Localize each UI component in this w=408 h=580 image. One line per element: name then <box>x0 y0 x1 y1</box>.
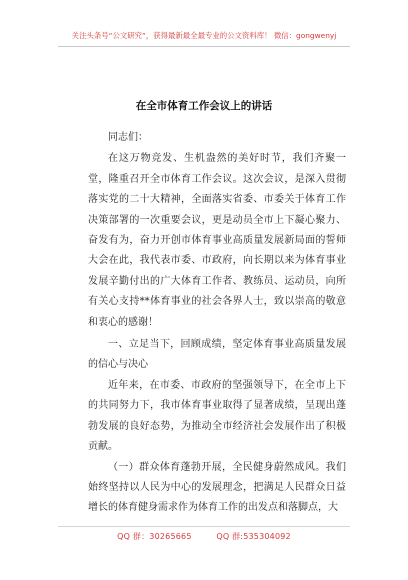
paragraph-mass-sports: （一）群众体育蓬勃开展，全民健身蔚然成风。我们始终坚持以人民为中心的发展理念，把满足人民群众日益增长的体育健身需求作为体育工作的出发点和落脚点，大 <box>88 461 346 514</box>
document-title: 在全市体育工作会议上的讲话 <box>135 100 273 112</box>
section-heading-1: 一、立足当下，回顾成绩，坚定体育事业高质量发展的信心与决心 <box>88 339 346 371</box>
document-body <box>88 128 346 519</box>
footer-qq-group-2: QQ 群:535304092 <box>216 532 291 541</box>
footer-contact <box>0 531 408 542</box>
paragraph-achievements: 近年来，在市委、市政府的坚强领导下，在全市上下的共同努力下，我市体育事业取得了显著成绩，呈现出蓬勃发展的良好态势，为推动全市经济社会发展作出了积极贡献。 <box>88 379 346 453</box>
header-promo-text: 关注头条号“公文研究”，获得最新最全最专业的公文资料库！ 微信：gongwenyj <box>71 31 337 40</box>
header-divider <box>58 46 350 47</box>
footer-divider <box>58 526 350 527</box>
footer-qq-group-1: QQ 群：30265665 <box>117 532 192 541</box>
paragraph-opening: 在这万物竞发、生机盎然的美好时节，我们齐聚一堂，隆重召开全市体育工作会议。这次会议，是深入贯彻落实党的二十大精神，全面落实省委、市委关于体育工作决策部署的一次重要会议，更是动员全市上下凝心聚力、奋发有为，奋力开创市体育事业高质量发展新局面的誓师大会在此，我代表市委、市政府，向长期以来为体育事业发展辛勤付出的广大体育工作者、教练员、运动员，向所有关心支持**体育事业的社会各界人士，致以崇高的敬意和衷心的感谢！ <box>88 153 346 328</box>
salutation: 同志们： <box>108 132 148 143</box>
